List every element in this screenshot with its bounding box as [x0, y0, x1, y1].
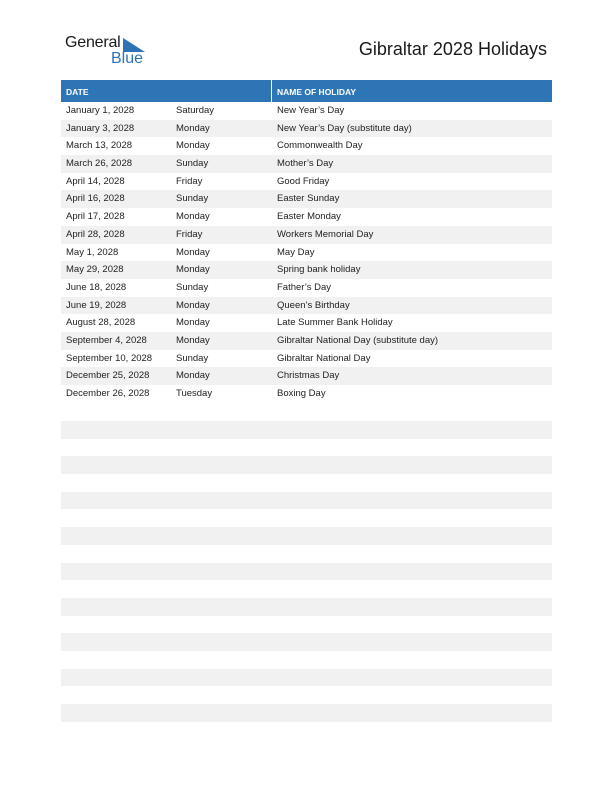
holiday-weekday: Monday [176, 299, 210, 311]
holiday-name: Late Summer Bank Holiday [277, 317, 393, 329]
holiday-date: June 18, 2028 [66, 281, 127, 293]
holiday-weekday: Monday [176, 317, 210, 329]
date-column-header: DATE [66, 87, 89, 97]
empty-row-stripe [61, 492, 552, 510]
table-row [61, 350, 552, 368]
holiday-name: Boxing Day [277, 388, 326, 399]
holiday-weekday: Sunday [176, 158, 209, 170]
table-row [61, 314, 552, 332]
table-row [61, 261, 552, 279]
holiday-name: Commonwealth Day [277, 140, 363, 152]
holidays-table [61, 80, 552, 403]
table-row [61, 332, 552, 350]
holiday-date: August 28, 2028 [66, 317, 136, 329]
empty-row-stripe [61, 456, 552, 474]
holiday-weekday: Tuesday [176, 388, 213, 399]
holiday-date: January 3, 2028 [66, 122, 135, 134]
generalblue-logo [65, 34, 155, 70]
holiday-weekday: Friday [176, 228, 203, 240]
table-row [61, 137, 552, 155]
table-header [61, 80, 552, 102]
holiday-name: Gibraltar National Day [277, 352, 371, 364]
table-row [61, 190, 552, 208]
holiday-date: December 26, 2028 [66, 388, 150, 399]
holiday-weekday: Monday [176, 122, 210, 134]
name-column-header: NAME OF HOLIDAY [277, 87, 357, 97]
logo-text-general: General [65, 34, 121, 51]
table-row [61, 244, 552, 262]
logo-text-blue: Blue [111, 50, 144, 67]
holiday-date: March 26, 2028 [66, 158, 133, 170]
holiday-weekday: Monday [176, 334, 210, 346]
table-body [61, 102, 552, 403]
holiday-date: April 28, 2028 [66, 228, 125, 240]
page-title: Gibraltar 2028 Holidays [358, 39, 547, 59]
header-divider [271, 80, 272, 102]
table-row [61, 102, 552, 120]
holiday-name: Mother’s Day [277, 158, 334, 170]
empty-row-stripe [61, 704, 552, 722]
holiday-weekday: Saturday [176, 105, 215, 116]
holiday-date: June 19, 2028 [66, 299, 127, 311]
empty-row-stripe [61, 421, 552, 439]
holiday-name: Christmas Day [277, 370, 340, 382]
holiday-date: May 29, 2028 [66, 264, 124, 276]
holiday-date: April 16, 2028 [66, 193, 125, 205]
holiday-name: Spring bank holiday [277, 264, 361, 276]
table-row [61, 120, 552, 138]
holiday-date: March 13, 2028 [66, 140, 133, 152]
holiday-weekday: Sunday [176, 193, 209, 205]
holiday-weekday: Sunday [176, 352, 209, 364]
holiday-weekday: Monday [176, 370, 210, 382]
table-row [61, 173, 552, 191]
table-row [61, 367, 552, 385]
table-row [61, 208, 552, 226]
holiday-name: New Year’s Day (substitute day) [277, 122, 412, 134]
holiday-name: Good Friday [277, 175, 330, 187]
table-row [61, 155, 552, 173]
empty-row-stripe [61, 598, 552, 616]
empty-row-stripe [61, 633, 552, 651]
empty-row-stripe [61, 669, 552, 687]
holiday-date: May 1, 2028 [66, 246, 119, 258]
holiday-date: September 4, 2028 [66, 334, 147, 346]
empty-row-stripe [61, 527, 552, 545]
holiday-name: May Day [277, 246, 315, 258]
holiday-weekday: Friday [176, 175, 203, 187]
holiday-date: April 14, 2028 [66, 175, 125, 187]
holiday-weekday: Monday [176, 211, 210, 223]
holiday-date: September 10, 2028 [66, 352, 153, 364]
holiday-date: December 25, 2028 [66, 370, 150, 382]
table-row [61, 226, 552, 244]
holiday-name: Gibraltar National Day (substitute day) [277, 334, 439, 346]
holiday-name: Queen’s Birthday [277, 299, 350, 311]
holiday-weekday: Sunday [176, 281, 209, 293]
holiday-date: April 17, 2028 [66, 211, 125, 223]
table-row [61, 385, 552, 403]
table-row [61, 297, 552, 315]
holiday-name: Workers Memorial Day [277, 228, 374, 240]
holiday-name: Easter Sunday [277, 193, 340, 205]
holiday-date: January 1, 2028 [66, 105, 135, 116]
holiday-weekday: Monday [176, 246, 210, 258]
holiday-name: Father’s Day [277, 281, 332, 293]
table-row [61, 279, 552, 297]
holiday-weekday: Monday [176, 264, 210, 276]
holiday-name: Easter Monday [277, 211, 341, 223]
holiday-weekday: Monday [176, 140, 210, 152]
holiday-name: New Year’s Day [277, 105, 345, 116]
empty-row-stripe [61, 563, 552, 581]
